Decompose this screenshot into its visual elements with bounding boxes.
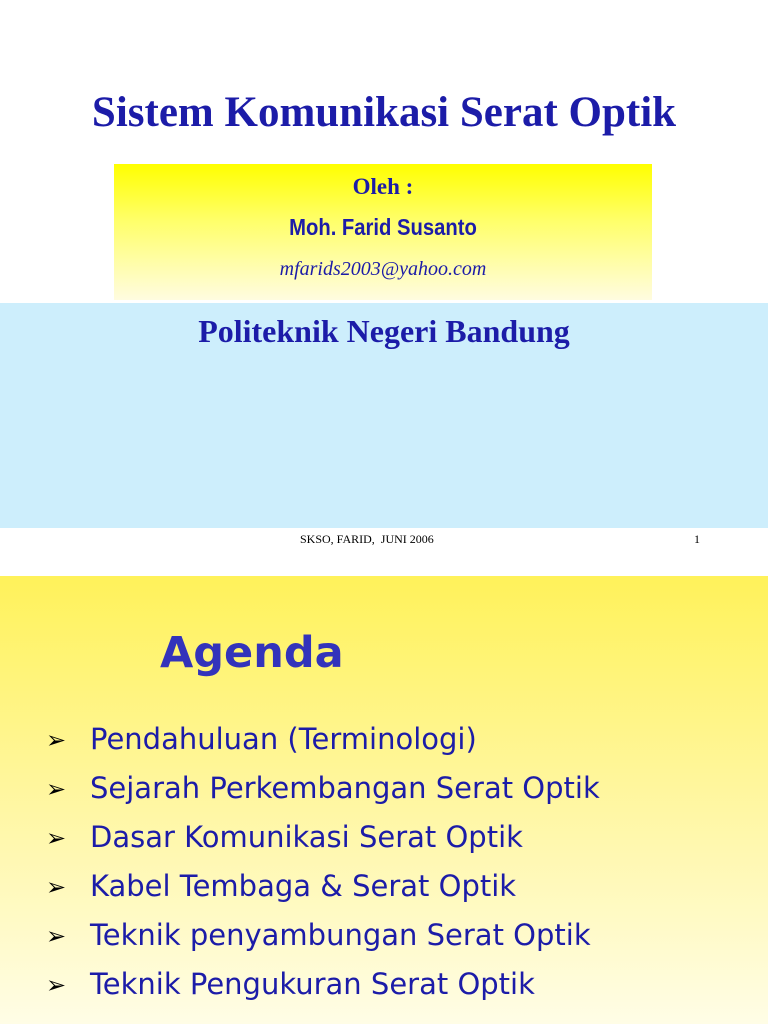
agenda-item-label: Teknik Pengukuran Serat Optik xyxy=(90,967,535,1001)
slide-title: Sistem Komunikasi Serat Optik xyxy=(91,89,677,136)
arrowhead-bullet-icon: ➢ xyxy=(46,775,67,803)
arrowhead-bullet-icon: ➢ xyxy=(46,824,67,852)
slide-footer: SKSO, FARID, JUNI 2006 xyxy=(300,532,434,546)
agenda-item-label: Pendahuluan (Terminologi) xyxy=(90,722,477,756)
institution-name: Politeknik Negeri Bandung xyxy=(198,313,570,349)
author-name: Moh. Farid Susanto xyxy=(289,214,477,240)
agenda-title: Agenda xyxy=(160,628,344,678)
arrowhead-bullet-icon: ➢ xyxy=(46,922,67,950)
arrowhead-bullet-icon: ➢ xyxy=(46,726,67,754)
agenda-item-label: Kabel Tembaga & Serat Optik xyxy=(90,869,517,903)
agenda-item-label: Sejarah Perkembangan Serat Optik xyxy=(90,771,600,805)
page-number: 1 xyxy=(694,532,700,546)
arrowhead-bullet-icon: ➢ xyxy=(46,873,67,901)
institution-box xyxy=(0,303,768,528)
author-box xyxy=(114,164,652,300)
agenda-item-label: Dasar Komunikasi Serat Optik xyxy=(90,820,523,854)
agenda-slide xyxy=(0,576,768,1024)
author-by-label: Oleh : xyxy=(352,174,414,199)
arrowhead-bullet-icon: ➢ xyxy=(46,971,67,999)
author-email: mfarids2003@yahoo.com xyxy=(279,258,487,280)
agenda-item-label: Teknik penyambungan Serat Optik xyxy=(90,918,591,952)
